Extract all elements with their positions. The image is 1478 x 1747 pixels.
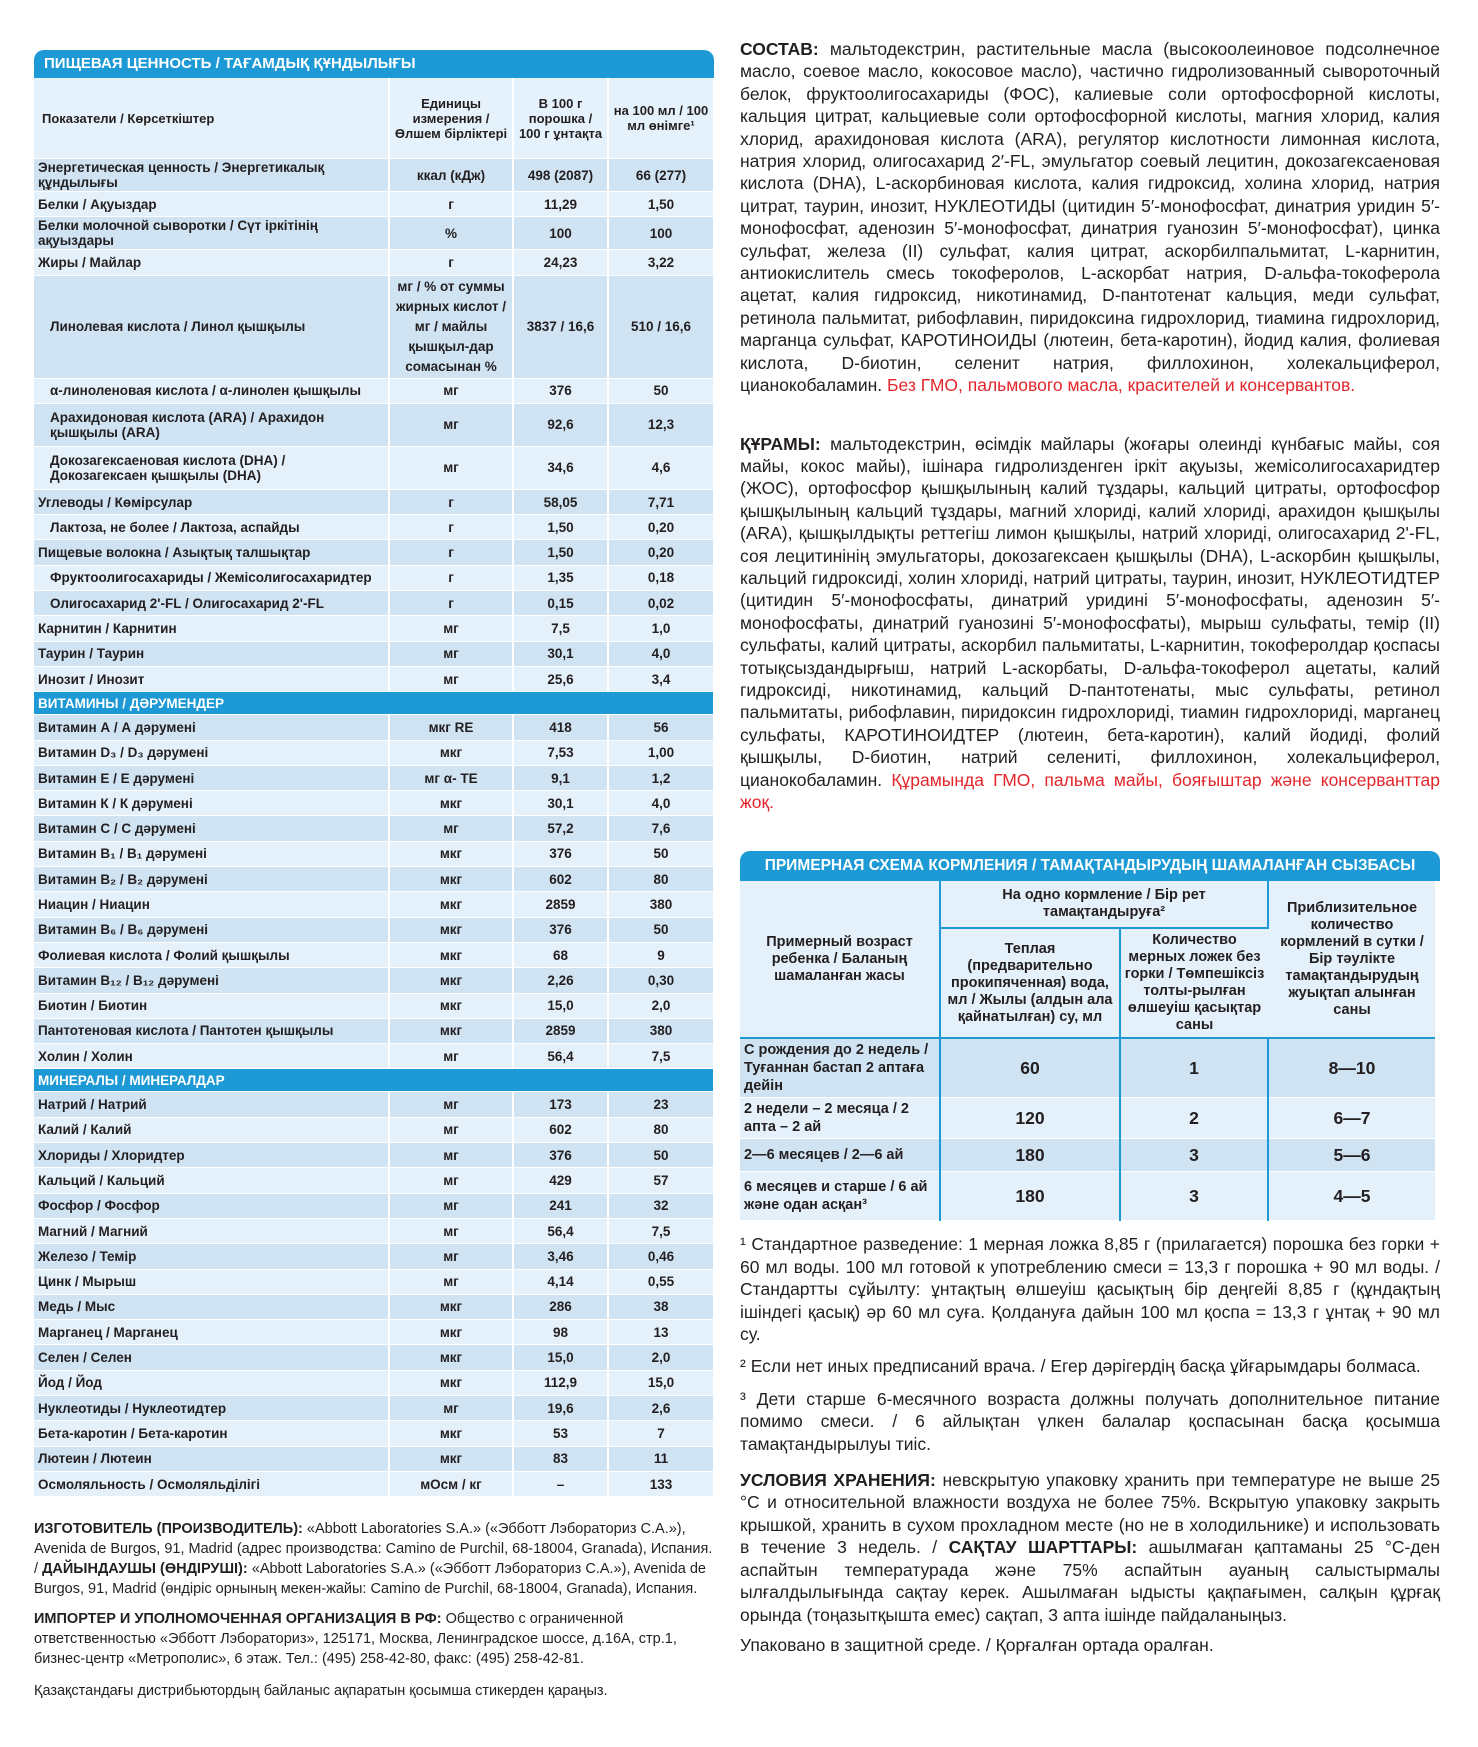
nutrition-cell-per100ml: 9 [608, 942, 714, 967]
header-indicators: Показатели / Көрсеткіштер [34, 78, 389, 159]
nutrition-row [34, 1244, 714, 1269]
nutrition-cell-unit: мг [389, 616, 513, 641]
nutrition-cell-per100ml: 57 [608, 1168, 714, 1193]
nutrition-cell-per100ml: 50 [608, 378, 714, 403]
nutrition-cell-name: Селен / Селен [34, 1345, 389, 1370]
nutrition-cell-name: Цинк / Мырыш [34, 1269, 389, 1294]
nutrition-cell-per100g: 241 [513, 1193, 608, 1218]
feeding-body [740, 1038, 1435, 1221]
nutrition-row [34, 1143, 714, 1168]
nutrition-cell-name: Калий / Калий [34, 1117, 389, 1142]
feeding-cell-count: 6—7 [1268, 1098, 1435, 1139]
right-column [740, 38, 1440, 1656]
nutrition-cell-per100g: 19,6 [513, 1395, 608, 1420]
nutrition-cell-per100ml: 12,3 [608, 403, 714, 446]
feeding-cell-age: 2 недели – 2 месяца / 2 апта – 2 ай [740, 1098, 940, 1139]
feeding-row [740, 1038, 1435, 1098]
nutrition-cell-name: Йод / Йод [34, 1370, 389, 1395]
nutrition-cell-per100g: 98 [513, 1320, 608, 1345]
nutrition-row [34, 666, 714, 691]
nutrition-cell-name: Нуклеотиды / Нуклеотидтер [34, 1395, 389, 1420]
nutrition-cell-name: Железо / Темір [34, 1244, 389, 1269]
nutrition-cell-unit: мкг RE [389, 715, 513, 740]
feeding-cell-water: 180 [940, 1172, 1120, 1221]
nutrition-cell-per100g: 602 [513, 1117, 608, 1142]
manufacturer-block [34, 1519, 714, 1599]
vitamins-section [34, 692, 714, 715]
nutrition-cell-name: Олигосахарид 2'-FL / Олигосахарид 2'-FL [34, 591, 389, 616]
nutrition-cell-per100g: 376 [513, 841, 608, 866]
nutrition-header-row [34, 78, 714, 159]
nutrition-row [34, 968, 714, 993]
feeding-cell-count: 5—6 [1268, 1139, 1435, 1172]
nutrition-cell-name: Арахидоновая кислота (ARA) / Арахидон қышқылы (ARA) [34, 403, 389, 446]
nutrition-cell-unit: мг [389, 1044, 513, 1069]
nutrition-cell-unit: мг [389, 1395, 513, 1420]
nutrition-cell-per100ml: 38 [608, 1294, 714, 1319]
nutrition-cell-per100g: 4,14 [513, 1269, 608, 1294]
feeding-cell-water: 60 [940, 1038, 1120, 1098]
feeding-cell-water: 120 [940, 1098, 1120, 1139]
nutrition-cell-unit: мкг [389, 1370, 513, 1395]
storage-block [740, 1469, 1440, 1626]
nutrition-cell-per100ml: 0,20 [608, 540, 714, 565]
nutrition-body [34, 159, 714, 1497]
nutrition-cell-per100g: 30,1 [513, 791, 608, 816]
nutrition-cell-name: Лактоза, не более / Лактоза, аспайды [34, 515, 389, 540]
nutrition-cell-unit: г [389, 515, 513, 540]
nutrition-row [34, 1044, 714, 1069]
composition-kz [740, 433, 1440, 814]
header-per-100ml: на 100 мл / 100 мл өнімге¹ [608, 78, 714, 159]
nutrition-cell-name: Белки молочной сыворотки / Сүт іркітінің ақуыздары [34, 217, 389, 250]
nutrition-cell-per100g: 173 [513, 1092, 608, 1117]
nutrition-cell-unit: г [389, 489, 513, 514]
nutrition-cell-unit: мкг [389, 867, 513, 892]
feeding-cell-age: С рождения до 2 недель / Туғаннан бастап 2 аптаға дейін [740, 1038, 940, 1098]
nutrition-cell-per100g: 286 [513, 1294, 608, 1319]
composition-kz-label: ҚҰРАМЫ: [740, 433, 821, 454]
feeding-header-per-feed: На одно кормление / Бір рет тамақтандыруға² [940, 881, 1268, 928]
nutrition-cell-per100ml: 2,0 [608, 993, 714, 1018]
nutrition-row [34, 217, 714, 250]
nutrition-cell-per100ml: 4,0 [608, 791, 714, 816]
nutrition-cell-per100ml: 32 [608, 1193, 714, 1218]
feeding-cell-age: 2—6 месяцев / 2—6 ай [740, 1139, 940, 1172]
nutrition-cell-per100g: 7,5 [513, 616, 608, 641]
nutrition-cell-unit: мкг [389, 993, 513, 1018]
nutrition-row [34, 1471, 714, 1496]
nutrition-cell-unit: мг [389, 1092, 513, 1117]
nutrition-cell-per100g: 25,6 [513, 666, 608, 691]
nutrition-cell-name: Ниацин / Ниацин [34, 892, 389, 917]
nutrition-cell-unit: мкг [389, 740, 513, 765]
nutrition-cell-name: Витамин D₃ / D₃ дәрумені [34, 740, 389, 765]
nutrition-cell-per100g: 83 [513, 1446, 608, 1471]
nutrition-row [34, 791, 714, 816]
nutrition-cell-name: Биотин / Биотин [34, 993, 389, 1018]
feeding-cell-spoons: 3 [1120, 1139, 1268, 1172]
nutrition-cell-name: Натрий / Натрий [34, 1092, 389, 1117]
feeding-row [740, 1172, 1435, 1221]
nutrition-cell-per100ml: 7,5 [608, 1044, 714, 1069]
nutrition-cell-name: Пантотеновая кислота / Пантотен қышқылы [34, 1018, 389, 1043]
nutrition-row [34, 993, 714, 1018]
nutrition-cell-unit: мкг [389, 942, 513, 967]
nutrition-cell-per100g: 30,1 [513, 641, 608, 666]
nutrition-cell-per100ml: 50 [608, 917, 714, 942]
nutrition-cell-unit: мг [389, 1143, 513, 1168]
nutrition-cell-name: Марганец / Марганец [34, 1320, 389, 1345]
nutrition-cell-per100g: 68 [513, 942, 608, 967]
nutrition-cell-per100ml: 0,20 [608, 515, 714, 540]
composition-ru [740, 38, 1440, 397]
footnote-3: ³ Дети старше 6-месячного возраста должны получать дополнительное питание помимо смеси. / 6 айлықтан үлкен балалар қоспасынан басқа қосымша тамақтандырылуы тиіс. [740, 1388, 1440, 1454]
nutrition-cell-unit: мкг [389, 1294, 513, 1319]
composition-kz-free-from: Құрамында ГМО, пальма майы, бояғыштар және консерванттар жоқ. [740, 769, 1440, 812]
nutrition-cell-name: Энергетическая ценность / Энергетикалық құндылығы [34, 159, 389, 192]
nutrition-cell-name: Карнитин / Карнитин [34, 616, 389, 641]
feeding-title: ПРИМЕРНАЯ СХЕМА КОРМЛЕНИЯ / ТАМАҚТАНДЫРУДЫҢ ШАМАЛАНҒАН СЫЗБАСЫ [740, 851, 1440, 881]
nutrition-row [34, 540, 714, 565]
nutrition-cell-per100ml: 2,6 [608, 1395, 714, 1420]
nutrition-cell-per100g: 602 [513, 867, 608, 892]
nutrition-cell-per100g: 3837 / 16,6 [513, 275, 608, 378]
nutrition-row [34, 1345, 714, 1370]
nutrition-cell-unit: мг [389, 1269, 513, 1294]
feeding-cell-spoons: 3 [1120, 1172, 1268, 1221]
importer-block [34, 1609, 714, 1669]
nutrition-cell-per100ml: 100 [608, 217, 714, 250]
nutrition-cell-unit: мкг [389, 892, 513, 917]
nutrition-cell-name: Фолиевая кислота / Фолий қышқылы [34, 942, 389, 967]
nutrition-cell-per100ml: 23 [608, 1092, 714, 1117]
nutrition-cell-per100g: 1,35 [513, 565, 608, 590]
nutrition-cell-name: α-линоленовая кислота / α-линолен қышқылы [34, 378, 389, 403]
nutrition-cell-per100ml: 1,0 [608, 616, 714, 641]
nutrition-cell-per100ml: 80 [608, 867, 714, 892]
nutrition-cell-unit: мкг [389, 841, 513, 866]
nutrition-cell-per100ml: 7,6 [608, 816, 714, 841]
nutrition-cell-unit: г [389, 192, 513, 217]
feeding-cell-count: 8—10 [1268, 1038, 1435, 1098]
nutrition-cell-per100ml: 4,0 [608, 641, 714, 666]
nutrition-cell-per100g: 34,6 [513, 446, 608, 489]
storage-ru-label: УСЛОВИЯ ХРАНЕНИЯ: [740, 1470, 936, 1491]
nutrition-cell-unit: мг [389, 1193, 513, 1218]
nutrition-cell-per100g: 58,05 [513, 489, 608, 514]
nutrition-row [34, 892, 714, 917]
nutrition-row [34, 765, 714, 790]
nutrition-row [34, 917, 714, 942]
nutrition-cell-name: Медь / Мыс [34, 1294, 389, 1319]
nutrition-row [34, 1168, 714, 1193]
composition-ru-label: СОСТАВ: [740, 39, 819, 59]
nutrition-cell-per100g: 1,50 [513, 515, 608, 540]
nutrition-row [34, 159, 714, 192]
nutrition-cell-name: Магний / Магний [34, 1218, 389, 1243]
nutrition-cell-unit: мг [389, 1117, 513, 1142]
nutrition-cell-unit: г [389, 591, 513, 616]
minerals-section-label: МИНЕРАЛЫ / МИНЕРАЛДАР [34, 1069, 714, 1092]
nutrition-cell-per100g: 15,0 [513, 1345, 608, 1370]
nutrition-table [34, 78, 715, 1497]
nutrition-cell-unit: ккал (кДж) [389, 159, 513, 192]
nutrition-cell-per100g: 112,9 [513, 1370, 608, 1395]
nutrition-row [34, 1269, 714, 1294]
nutrition-cell-name: Докозагексаеновая кислота (DHA) / Докозагексаен қышқылы (DHA) [34, 446, 389, 489]
header-per-100g: В 100 г порошка / 100 г ұнтақта [513, 78, 608, 159]
feeding-row [740, 1098, 1435, 1139]
nutrition-cell-per100ml: 13 [608, 1320, 714, 1345]
nutrition-cell-name: Витамин К / К дәрумені [34, 791, 389, 816]
nutrition-cell-per100ml: 133 [608, 1471, 714, 1496]
manufacturer-text: «Abbott Laboratories S.A.» («Эбботт Лэбораториз С.А.»), Avenida de Burgos, 91, Madrid (адрес производства: Camino de Purchil, 68-18004, Granada), Испания. / [34, 1521, 713, 1578]
nutrition-row [34, 1395, 714, 1420]
nutrition-cell-per100g: 9,1 [513, 765, 608, 790]
composition-kz-text: мальтодекстрин, өсімдік майлары (жоғары олеинді күнбағыс майы, соя майы, кокос майы), ішінара гидролизденген іркіт ақуызы, жемісолигосахаридтер (ЖОС), ортофосфор қышқылының калий тұздары, кальций цитраты, ортофосфор қышқылының кальций тұздары, магний хлориді, калий хлориді, арахидон қышқылы (ARA), қышқылдықты реттегіш лимон қышқылы, натрий хлориді, олигосахарид 2'-FL, соя лецитинінің эмульгаторы, докозагексаен қышқылы (DHA), L-аскорбин қышқылы, кальций гидроксиді, холин хлориді, натрий цитраты, таурин, инозит, НУКЛЕОТИДТЕР (цитидин 5′-монофосфаты, динатрий уридині 5′-монофосфаты, аденозин 5′-монофосфаты, динатрий гуанозині 5′-монофосфаты), мырыш сульфаты, темір (II) сульфаты, калий цитраты, аскорбил пальмитаты, L-карнитин, токоферолдар қоспасы тотықсыздандырғыш, натрий L-аскорбаты, D-альфа-токоферол ацетаты, калий гидроксиді, никотинамид, кальций D-пантотенаты, мыс сульфаты, ретинол пальмитаты, рибофлавин, пиридоксин гидрохлориді, тиамин гидрохлориді, марганец сульфаты, КАРОТИНОИДТЕР (лютеин, бета-каротин), калий йодиді, фолий қышқылы, D-биотин, натрий селениті, филлохинон, холекальциферол, цианокобаламин. [740, 433, 1440, 790]
nutrition-cell-unit: мкг [389, 968, 513, 993]
nutrition-cell-unit: г [389, 565, 513, 590]
nutrition-cell-name: Кальций / Кальций [34, 1168, 389, 1193]
nutrition-row [34, 1218, 714, 1243]
nutrition-cell-name: Бета-каротин / Бета-каротин [34, 1421, 389, 1446]
nutrition-cell-unit: мкг [389, 1446, 513, 1471]
packed-note: Упаковано в защитной среде. / Қорғалған ортада оралған. [740, 1634, 1214, 1655]
nutrition-cell-per100g: 376 [513, 1143, 608, 1168]
nutrition-cell-unit: мг [389, 403, 513, 446]
nutrition-row [34, 740, 714, 765]
nutrition-cell-per100ml: 380 [608, 1018, 714, 1043]
nutrition-cell-per100g: 429 [513, 1168, 608, 1193]
nutrition-cell-per100ml: 0,46 [608, 1244, 714, 1269]
nutrition-row [34, 1294, 714, 1319]
nutrition-cell-unit: мг [389, 1168, 513, 1193]
nutrition-cell-per100g: 0,15 [513, 591, 608, 616]
nutrition-cell-unit: % [389, 217, 513, 250]
nutrition-cell-name: Таурин / Таурин [34, 641, 389, 666]
feeding-cell-spoons: 1 [1120, 1038, 1268, 1098]
nutrition-row [34, 250, 714, 275]
nutrition-cell-unit: мг [389, 641, 513, 666]
feeding-cell-age: 6 месяцев и старше / 6 ай және одан асқан³ [740, 1172, 940, 1221]
nutrition-row [34, 1193, 714, 1218]
nutrition-cell-name: Витамин В₆ / В₆ дәрумені [34, 917, 389, 942]
nutrition-cell-unit: мг [389, 446, 513, 489]
feeding-header-water: Теплая (предварительно прокипяченная) вода, мл / Жылы (алдын ала қайнатылған) су, мл [940, 928, 1120, 1038]
nutrition-cell-name: Лютеин / Лютеин [34, 1446, 389, 1471]
nutrition-cell-per100ml: 0,02 [608, 591, 714, 616]
nutrition-cell-per100g: 376 [513, 378, 608, 403]
nutrition-cell-unit: мг [389, 816, 513, 841]
nutrition-cell-unit: мкг [389, 1320, 513, 1345]
nutrition-cell-name: Инозит / Инозит [34, 666, 389, 691]
nutrition-cell-per100ml: 1,2 [608, 765, 714, 790]
feeding-cell-spoons: 2 [1120, 1098, 1268, 1139]
nutrition-cell-per100g: 53 [513, 1421, 608, 1446]
nutrition-cell-per100g: 11,29 [513, 192, 608, 217]
nutrition-cell-per100ml: 50 [608, 841, 714, 866]
nutrition-cell-per100g: 418 [513, 715, 608, 740]
feeding-row [740, 1139, 1435, 1172]
nutrition-cell-per100ml: 15,0 [608, 1370, 714, 1395]
nutrition-cell-per100ml: 4,6 [608, 446, 714, 489]
nutrition-cell-per100g: 7,53 [513, 740, 608, 765]
nutrition-cell-per100g: 56,4 [513, 1044, 608, 1069]
nutrition-cell-per100ml: 380 [608, 892, 714, 917]
nutrition-cell-per100ml: 7,71 [608, 489, 714, 514]
nutrition-cell-per100ml: 50 [608, 1143, 714, 1168]
nutrition-cell-name: Фосфор / Фосфор [34, 1193, 389, 1218]
nutrition-cell-per100g: 2859 [513, 1018, 608, 1043]
left-column [34, 50, 714, 1701]
nutrition-cell-per100ml: 11 [608, 1446, 714, 1471]
header-units: Единицы измерения / Өлшем бірліктері [389, 78, 513, 159]
nutrition-row [34, 1092, 714, 1117]
footnote-2: ² Если нет иных предписаний врача. / Егер дәрігердің басқа ұйғарымдары болмаса. [740, 1356, 1421, 1377]
vitamins-section-label: ВИТАМИНЫ / ДӘРУМЕНДЕР [34, 692, 714, 715]
nutrition-cell-per100g: 56,4 [513, 1218, 608, 1243]
nutrition-row [34, 1446, 714, 1471]
nutrition-cell-per100g: 3,46 [513, 1244, 608, 1269]
nutrition-row [34, 446, 714, 489]
nutrition-cell-per100ml: 1,00 [608, 740, 714, 765]
nutrition-title: ПИЩЕВАЯ ЦЕННОСТЬ / ТАҒАМДЫҚ ҚҰНДЫЛЫҒЫ [34, 50, 714, 78]
nutrition-cell-per100g: 376 [513, 917, 608, 942]
nutrition-cell-unit: г [389, 540, 513, 565]
nutrition-cell-name: Углеводы / Көмірсулар [34, 489, 389, 514]
nutrition-cell-name: Холин / Холин [34, 1044, 389, 1069]
nutrition-row [34, 192, 714, 217]
storage-kz-label: САҚТАУ ШАРТТАРЫ: [948, 1537, 1138, 1558]
nutrition-cell-unit: мкг [389, 1421, 513, 1446]
nutrition-cell-unit: мг α- ТЕ [389, 765, 513, 790]
nutrition-cell-per100ml: 80 [608, 1117, 714, 1142]
nutrition-row [34, 816, 714, 841]
nutrition-row [34, 378, 714, 403]
minerals-section [34, 1069, 714, 1092]
producer-label: ДАЙЫНДАУШЫ (ӨНДІРУШІ): [42, 1561, 248, 1578]
importer-text: Общество с ограниченной ответственностью «Эбботт Лэбораториз», 125171, Москва, Ленинградское шоссе, д.16А, стр.1, бизнес-центр «Метрополис», 6 этаж. Тел.: (495) 258-42-80, факс: (495) 258-42-81. [34, 1611, 677, 1668]
nutrition-cell-unit: мкг [389, 1345, 513, 1370]
nutrition-cell-unit: г [389, 250, 513, 275]
nutrition-cell-per100ml: 0,55 [608, 1269, 714, 1294]
feeding-header-count: Приблизительное количество кормлений в сутки / Бір тәулікте тамақтандырудың жуықтап алынған саны [1268, 881, 1435, 1038]
nutrition-row [34, 591, 714, 616]
nutrition-cell-unit: мг [389, 1244, 513, 1269]
nutrition-cell-per100ml: 0,30 [608, 968, 714, 993]
importer-label: ИМПОРТЕР И УПОЛНОМОЧЕННАЯ ОРГАНИЗАЦИЯ В РФ: [34, 1611, 442, 1628]
feeding-cell-water: 180 [940, 1139, 1120, 1172]
nutrition-cell-name: Пищевые волокна / Азықтық талшықтар [34, 540, 389, 565]
nutrition-cell-name: Витамин С / С дәрумені [34, 816, 389, 841]
manufacturer-label: ИЗГОТОВИТЕЛЬ (ПРОИЗВОДИТЕЛЬ): [34, 1521, 303, 1538]
nutrition-cell-per100g: 15,0 [513, 993, 608, 1018]
nutrition-row [34, 942, 714, 967]
nutrition-row [34, 275, 714, 378]
nutrition-cell-unit: мг [389, 666, 513, 691]
nutrition-cell-per100g: 498 (2087) [513, 159, 608, 192]
nutrition-cell-name: Витамин А / А дәрумені [34, 715, 389, 740]
feeding-table [740, 881, 1435, 1221]
nutrition-row [34, 489, 714, 514]
nutrition-cell-per100g: – [513, 1471, 608, 1496]
nutrition-cell-per100ml: 56 [608, 715, 714, 740]
nutrition-cell-unit: мОсм / кг [389, 1471, 513, 1496]
nutrition-cell-per100ml: 2,0 [608, 1345, 714, 1370]
nutrition-row [34, 1320, 714, 1345]
nutrition-row [34, 715, 714, 740]
nutrition-cell-per100g: 2859 [513, 892, 608, 917]
nutrition-cell-unit: мкг [389, 791, 513, 816]
nutrition-row [34, 616, 714, 641]
nutrition-cell-per100ml: 66 (277) [608, 159, 714, 192]
nutrition-cell-per100ml: 3,4 [608, 666, 714, 691]
nutrition-cell-per100ml: 0,18 [608, 565, 714, 590]
nutrition-row [34, 1018, 714, 1043]
nutrition-cell-name: Витамин Е / Е дәрумені [34, 765, 389, 790]
nutrition-row [34, 565, 714, 590]
nutrition-cell-per100ml: 1,50 [608, 192, 714, 217]
nutrition-cell-name: Жиры / Майлар [34, 250, 389, 275]
nutrition-cell-per100g: 24,23 [513, 250, 608, 275]
producer-text: «Abbott Laboratories S.A.» («Эбботт Лэбораториз С.А.»), Avenida de Burgos, 91, Madrid (өндіріс орнының мекен-жайы: Camino de Purchil, 68-18004, Granada), Испания. [34, 1561, 706, 1598]
nutrition-cell-unit: мкг [389, 917, 513, 942]
nutrition-cell-name: Линолевая кислота / Линол қышқылы [34, 275, 389, 378]
nutrition-cell-per100ml: 7,5 [608, 1218, 714, 1243]
nutrition-row [34, 641, 714, 666]
footnote-1: ¹ Стандартное разведение: 1 мерная ложка 8,85 г (прилагается) порошка без горки + 60 мл воды. 100 мл готовой к употреблению смеси = 13,3 г порошка + 90 мл воды. / Стандартты сұйылту: ұнтақтың өлшеуіш қасықтың бір деңгейі 8,85 г (құндақтың ішіндегі қасық) әр 60 мл суға. Қолдануға дайын 100 мл қоспа = 13,3 г ұнтақ + 90 мл су. [740, 1234, 1440, 1345]
nutrition-cell-name: Осмоляльность / Осмоляльділігі [34, 1471, 389, 1496]
nutrition-cell-name: Витамин В₂ / В₂ дәрумені [34, 867, 389, 892]
nutrition-cell-name: Фруктоолигосахариды / Жемісолигосахаридтер [34, 565, 389, 590]
nutrition-cell-per100g: 1,50 [513, 540, 608, 565]
feeding-header-age: Примерный возраст ребенка / Баланың шамаланған жасы [740, 881, 940, 1038]
feeding-header-spoons: Количество мерных ложек без горки / Төмпешіксіз толты-рылған өлшеуіш қасықтар саны [1120, 928, 1268, 1038]
nutrition-cell-unit: мкг [389, 1018, 513, 1043]
nutrition-cell-unit: мг / % от суммы жирных кислот / мг / майлы қышқыл-дар сомасынан % [389, 275, 513, 378]
nutrition-row [34, 1117, 714, 1142]
nutrition-cell-name: Белки / Ақуыздар [34, 192, 389, 217]
nutrition-row [34, 403, 714, 446]
nutrition-cell-unit: мг [389, 1218, 513, 1243]
composition-ru-text: мальтодекстрин, растительные масла (высокоолеиновое подсолнечное масло, соевое масло, кокосовое масло), частично гидролизованный сывороточный белок, фруктоолигосахариды (ФОС), калиевые соли ортофосфорной кислоты, кальция цитрат, кальциевые соли ортофосфорной кислоты, магния хлорид, калия хлорид, арахидоновая кислота (ARA), регулятор кислотности лимонная кислота, натрия хлорид, олигосахарид 2′-FL, эмульгатор соевый лецитин, докозагексаеновая кислота (DHA), L-аскорбиновая кислота, калия гидроксид, холина хлорид, натрия цитрат, таурин, инозит, НУКЛЕОТИДЫ (цитидин 5′-монофосфат, динатрия уридин 5′-монофосфат, аденозин 5′-монофосфат, динатрия гуанозин 5′-монофосфат), цинка сульфат, железа (II) сульфат, калия цитрат, аскорбилпальмитат, L-карнитин, антиокислитель смесь токоферолов, L-аскорбат натрия, D-альфа-токоферола ацетат, калия гидроксид, никотинамид, D-пантотенат кальция, меди сульфат, ретинола пальмитат, рибофлавин, пиридоксина гидрохлорид, тиамина гидрохлорид, марганца сульфат, КАРОТИНОИДЫ (лютеин, бета-каротин), йодид калия, фолиевая кислота, D-биотин, селенит натрия, филлохинон, холекальциферол, цианокобаламин. [740, 39, 1440, 396]
nutrition-row [34, 841, 714, 866]
nutrition-cell-per100ml: 7 [608, 1421, 714, 1446]
storage-kz-text: ашылмаған қаптаманы 25 °С-ден аспайтын температурада және 75% аспайтын ауаның салыстырмалы ылғалдылығында сақтау керек. Ашылмаған ыдысты қақпағымен, салқын құрғақ орында (тоңазытқышта емес) сақтап, 3 апта ішінде пайдаланыңыз. [740, 1537, 1440, 1625]
nutrition-cell-per100g: 92,6 [513, 403, 608, 446]
nutrition-cell-per100g: 100 [513, 217, 608, 250]
nutrition-cell-per100ml: 3,22 [608, 250, 714, 275]
nutrition-cell-name: Витамин В₁ / В₁ дәрумені [34, 841, 389, 866]
feeding-cell-count: 4—5 [1268, 1172, 1435, 1221]
nutrition-row [34, 1421, 714, 1446]
storage-ru-text: невскрытую упаковку хранить при температуре не выше 25 °С и относительной влажности воздуха не более 75%. Вскрытую упаковку закрыть крышкой, хранить в сухом прохладном месте (но не в холодильнике) и использовать в течение 3 недель. / [740, 1470, 1440, 1558]
nutrition-row [34, 1370, 714, 1395]
distributor-note: Қазақстандағы дистрибьютордың байланыс ақпаратын қосымша стикерден қараңыз. [34, 1683, 608, 1700]
nutrition-row [34, 515, 714, 540]
nutrition-cell-per100g: 2,26 [513, 968, 608, 993]
nutrition-cell-unit: мг [389, 378, 513, 403]
nutrition-cell-per100g: 57,2 [513, 816, 608, 841]
composition-ru-free-from: Без ГМО, пальмового масла, красителей и консервантов. [887, 375, 1356, 396]
nutrition-cell-name: Витамин В₁₂ / В₁₂ дәрумені [34, 968, 389, 993]
nutrition-row [34, 867, 714, 892]
nutrition-cell-name: Хлориды / Хлоридтер [34, 1143, 389, 1168]
nutrition-cell-per100ml: 510 / 16,6 [608, 275, 714, 378]
